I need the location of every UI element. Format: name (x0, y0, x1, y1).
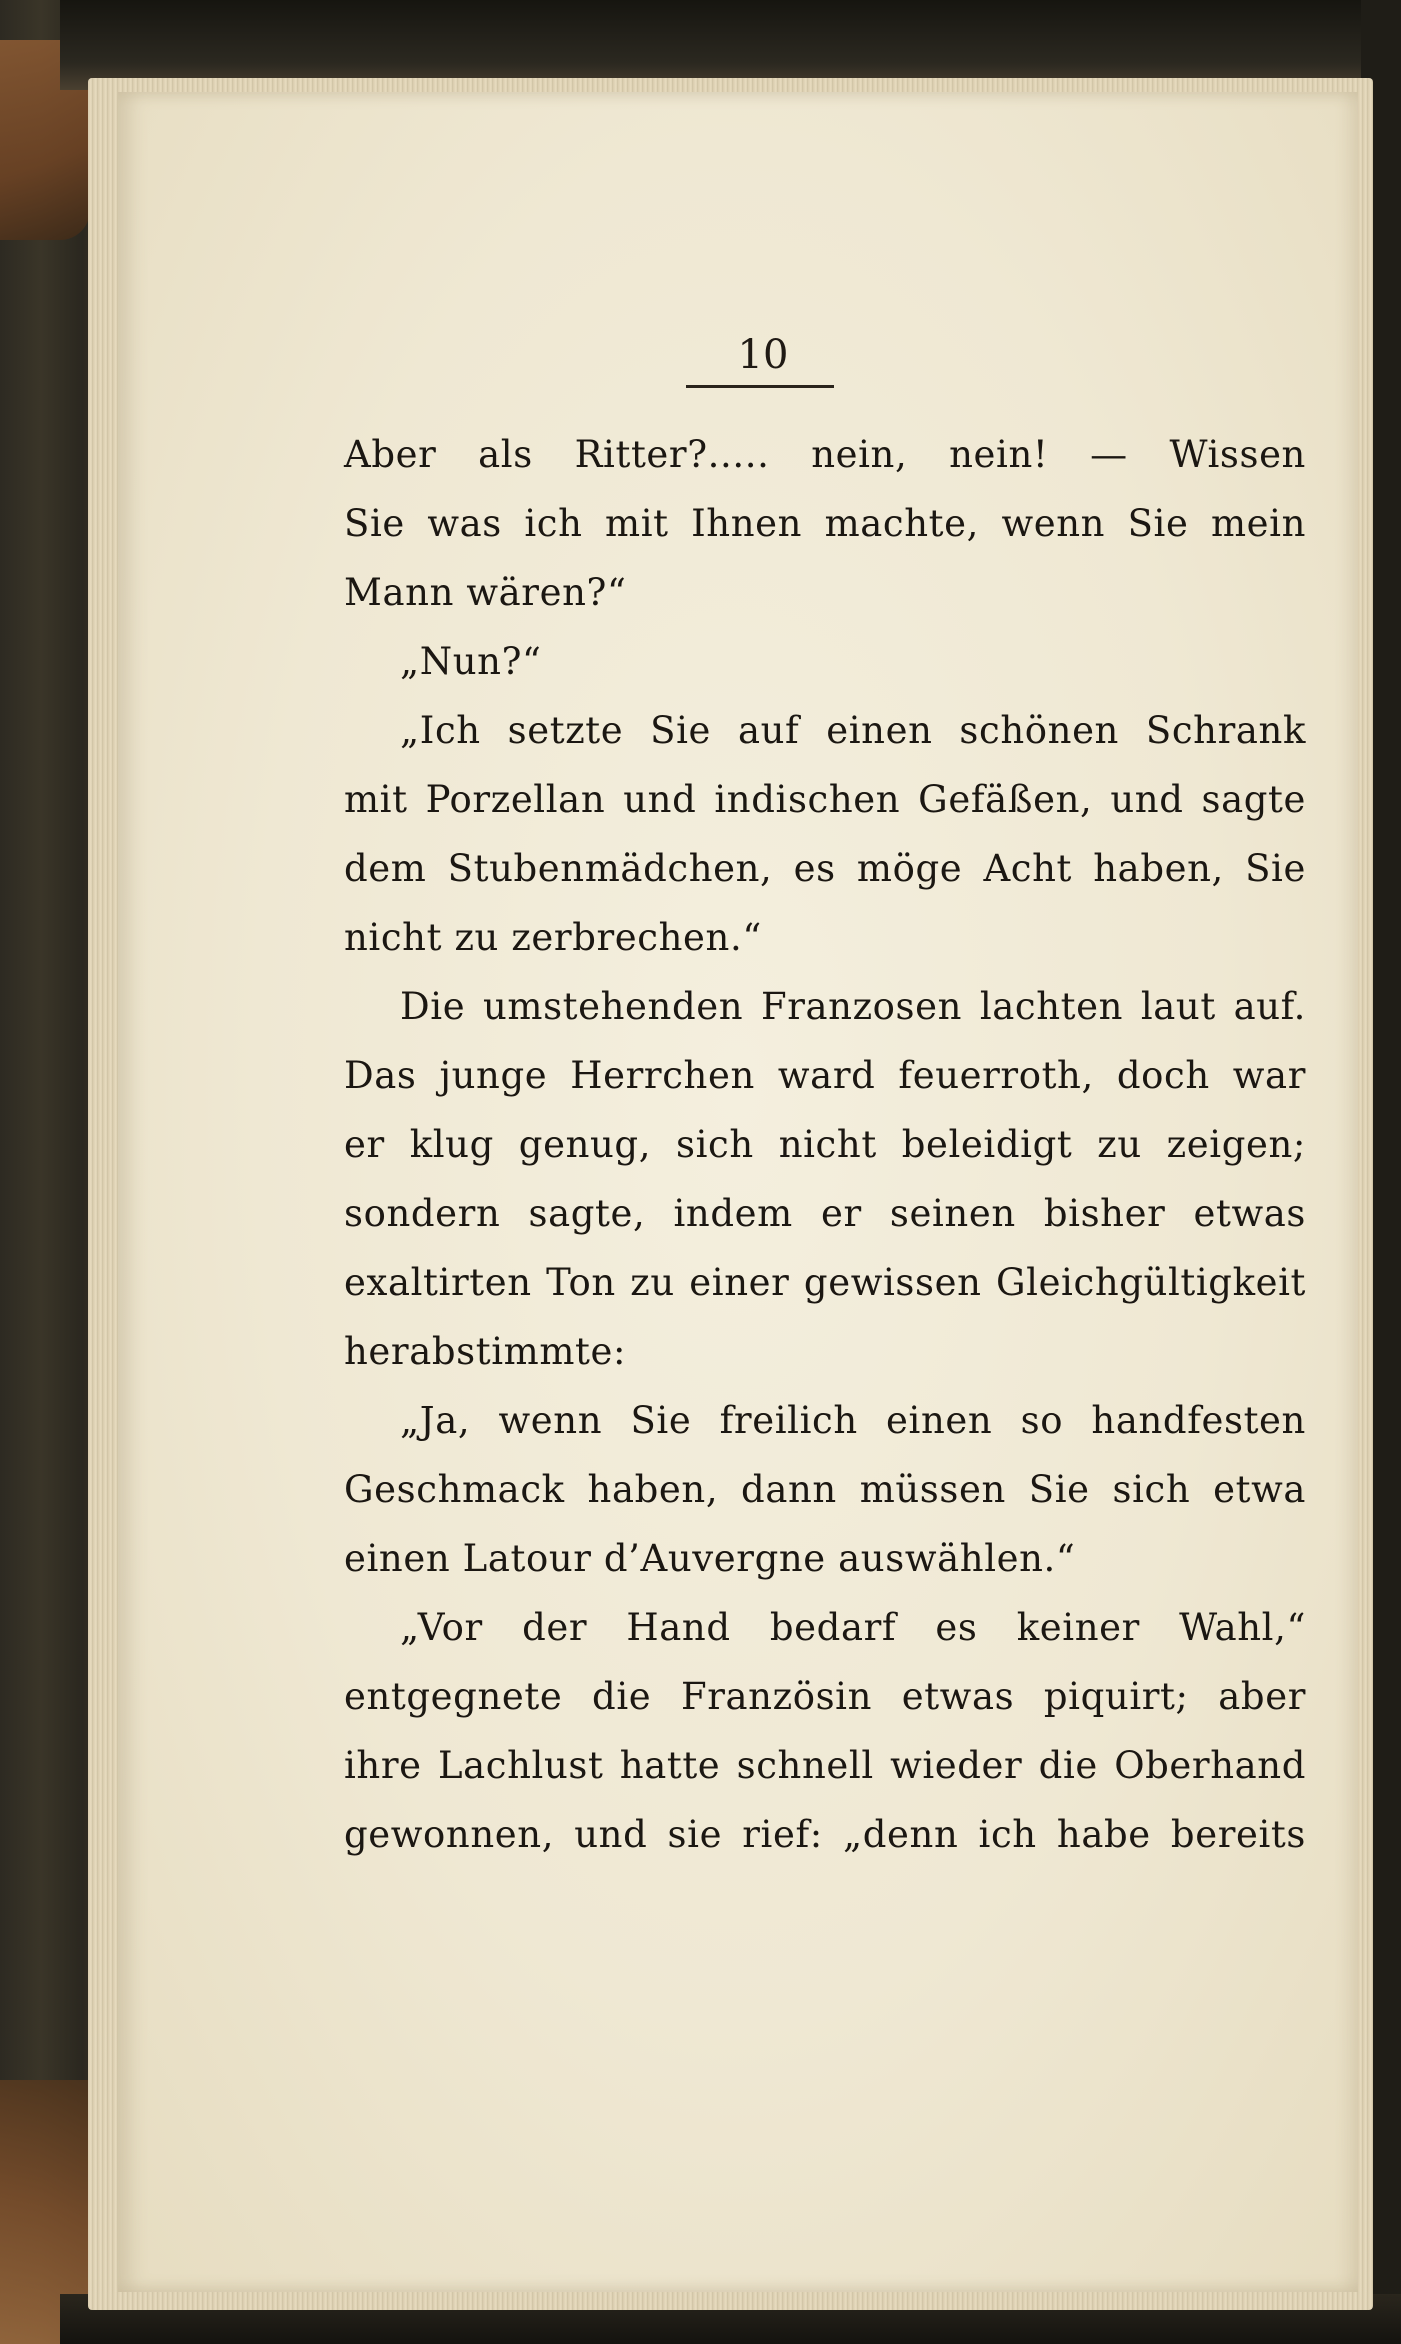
text-line: Die umstehenden Franzosen lachten laut auf. (400, 985, 1306, 1028)
text-line: mit Porzellan und indischen Gefäßen, und sagte (344, 778, 1306, 821)
text-line: Das junge Herrchen ward feuerroth, doch war (344, 1054, 1306, 1097)
text-line: gewonnen, und sie rief: „denn ich habe bereits (344, 1813, 1306, 1856)
text-line: „Ich setzte Sie auf einen schönen Schrank (400, 709, 1306, 752)
page-number: 10 (737, 332, 789, 378)
text-line: nicht zu zerbrechen.“ (344, 916, 762, 959)
book-page (118, 92, 1358, 2292)
text-line: Mann wären?“ (344, 571, 627, 614)
text-line: Geschmack haben, dann müssen Sie sich etwa (344, 1468, 1306, 1511)
text-line: herabstimmte: (344, 1330, 627, 1373)
text-line: Sie was ich mit Ihnen machte, wenn Sie mein (344, 502, 1306, 545)
text-line: sondern sagte, indem er seinen bisher etwas (344, 1192, 1306, 1235)
text-line: er klug genug, sich nicht beleidigt zu zeigen; (344, 1123, 1306, 1166)
text-line: Aber als Ritter?..... nein, nein! — Wissen (344, 433, 1306, 476)
text-line: entgegnete die Französin etwas piquirt; aber (344, 1675, 1306, 1718)
page-text (344, 420, 1306, 1869)
book-cover-top (60, 0, 1401, 90)
text-line: „Ja, wenn Sie freilich einen so handfesten (400, 1399, 1306, 1442)
text-line: „Nun?“ (400, 640, 542, 683)
text-line: dem Stubenmädchen, es möge Acht haben, Sie (344, 847, 1306, 890)
text-line: exaltirten Ton zu einer gewissen Gleichgültigkeit (344, 1261, 1306, 1304)
page-number-rule (686, 385, 834, 388)
text-line: „Vor der Hand bedarf es keiner Wahl,“ (400, 1606, 1306, 1649)
text-line: einen Latour d’Auvergne auswählen.“ (344, 1537, 1076, 1580)
text-line: ihre Lachlust hatte schnell wieder die Oberhand (344, 1744, 1306, 1787)
